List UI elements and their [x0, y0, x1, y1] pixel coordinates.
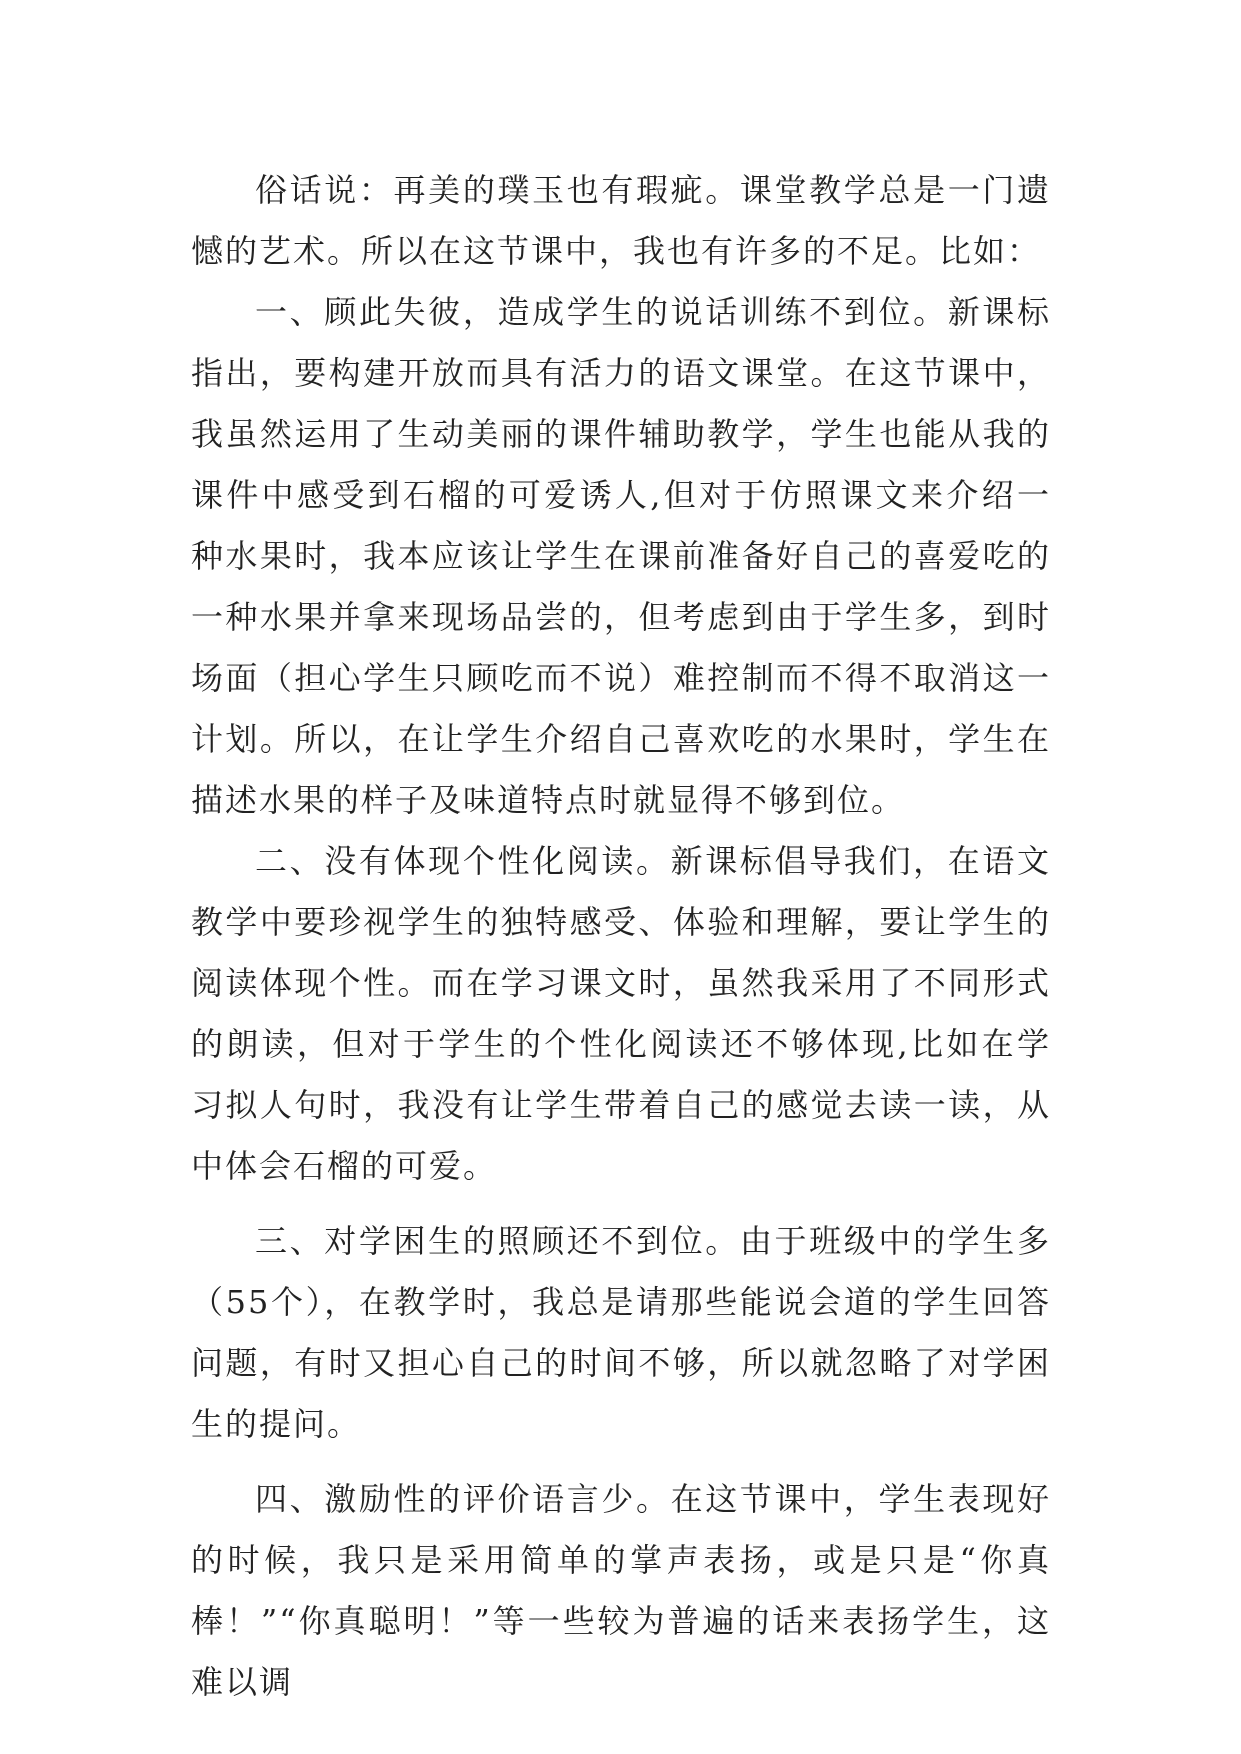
paragraph-point-one: 一、顾此失彼，造成学生的说话训练不到位。新课标指出，要构建开放而具有活力的语文课堂。在这节课中，我虽然运用了生动美丽的课件辅助教学，学生也能从我的课件中感受到石榴的可爱诱人,但对于仿照课文来介绍一种水果时，我本应该让学生在课前准备好自己的喜爱吃的一种水果并拿来现场品尝的，但考虑到由于学生多，到时场面（担心学生只顾吃而不说）难控制而不得不取消这一计划。所以，在让学生介绍自己喜欢吃的水果时，学生在描述水果的样子及味道特点时就显得不够到位。 — [191, 293, 1051, 819]
document-body — [191, 160, 1051, 1713]
paragraph-point-two: 二、没有体现个性化阅读。新课标倡导我们，在语文教学中要珍视学生的独特感受、体验和理解，要让学生的阅读体现个性。而在学习课文时，虽然我采用了不同形式的朗读，但对于学生的个性化阅读还不够体现,比如在学习拟人句时，我没有让学生带着自己的感觉去读一读，从中体会石榴的可爱。 — [191, 842, 1051, 1185]
paragraph-intro: 俗话说：再美的璞玉也有瑕疵。课堂教学总是一门遗憾的艺术。所以在这节课中，我也有许多的不足。比如： — [191, 171, 1051, 270]
paragraph-point-four: 四、激励性的评价语言少。在这节课中，学生表现好的时候，我只是采用简单的掌声表扬，或是只是“你真棒！”“你真聪明！”等一些较为普遍的话来表扬学生，这难以调 — [191, 1480, 1051, 1701]
paragraph-point-three: 三、对学困生的照顾还不到位。由于班级中的学生多（55个），在教学时，我总是请那些能说会道的学生回答问题，有时又担心自己的时间不够，所以就忽略了对学困生的提问。 — [191, 1222, 1051, 1443]
